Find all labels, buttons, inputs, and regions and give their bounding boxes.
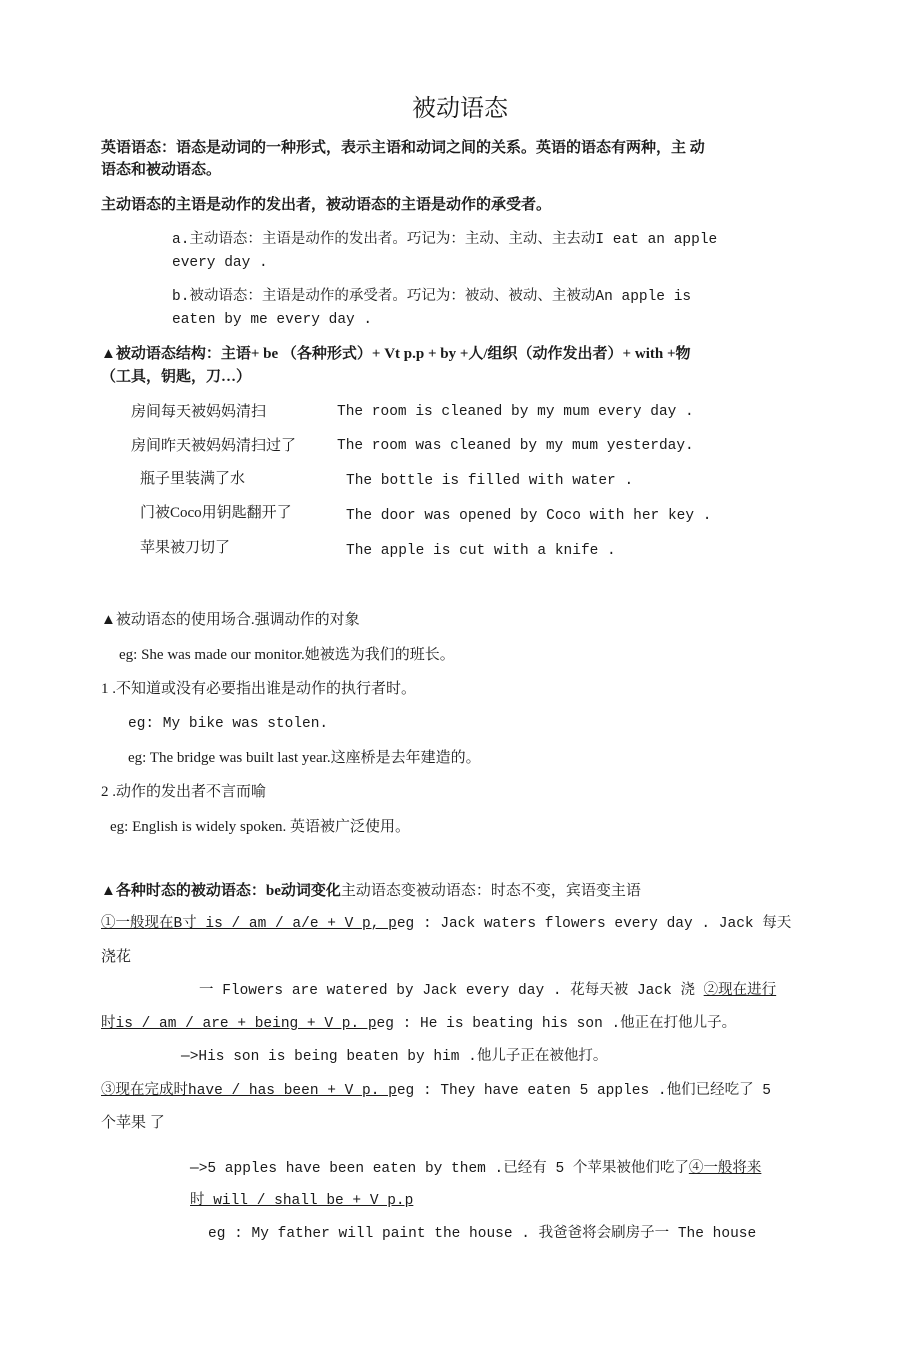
usage-example-3: eg: The bridge was built last year.这座桥是去年建造的。 <box>128 750 481 766</box>
usage-example-1: eg: She was made our monitor.她被选为我们的班长。 <box>119 647 455 663</box>
tense-future-simple-formula: 时 will / shall be + V p.p <box>190 1193 414 1209</box>
active-voice-line-1: a.主动语态：主语是动作的发出者。巧记为：主动、主动、主去动I eat an apple <box>172 232 718 248</box>
tense-present-continuous-label: ②现在进行 <box>703 983 777 999</box>
structure-line-1: ▲被动语态结构：主语+ be （各种形式）+ Vt p.p + by +人/组织（动作发出者）+ with +物 <box>101 346 691 362</box>
usage-point-2: 2 .动作的发出者不言而喻 <box>101 784 267 800</box>
example-zh: 苹果被刀切了 <box>140 540 231 556</box>
example-zh: 房间昨天被妈妈清扫过了 <box>131 438 297 454</box>
tense-future-simple-example: eg : My father will paint the house . 我爸爸将会刷房子一 The house <box>208 1226 757 1242</box>
tense-present-continuous-example: eg : He is beating his son .他正在打他儿子。 <box>376 1016 737 1032</box>
tense-present-continuous-formula: 时is / am / are + being + V p. p <box>101 1016 377 1032</box>
example-en: The apple is cut with a knife . <box>346 543 616 559</box>
tense-present-continuous-result: —>His son is being beaten by him .他儿子正在被他打。 <box>181 1049 608 1065</box>
passive-voice-line-1: b.被动语态：主语是动作的承受者。巧记为：被动、被动、主被动An apple is <box>172 289 692 305</box>
tense-present-simple-example: eg : Jack waters flowers every day . Jack 每天 <box>396 916 792 932</box>
tense-present-simple-line-2: 浇花 <box>101 949 132 965</box>
tense-present-perfect-result-text: —>5 apples have been eaten by them .已经有 5 个苹果被他们吃了 <box>190 1161 689 1177</box>
example-en: The room is cleaned by my mum every day . <box>337 404 694 420</box>
usage-heading: ▲被动语态的使用场合.强调动作的对象 <box>101 612 360 628</box>
page-title: 被动语态 <box>412 96 508 122</box>
tense-present-simple-result <box>199 981 776 1001</box>
tenses-heading <box>101 881 641 901</box>
intro-line-3: 主动语态的主语是动作的发出者，被动语态的主语是动作的承受者。 <box>101 197 552 213</box>
usage-point-1: 1 .不知道或没有必要指出谁是动作的执行者时。 <box>101 681 417 697</box>
tense-present-perfect <box>101 1081 771 1101</box>
tense-present-simple-formula: ①一般现在B寸 is / am / a/e + V p, p <box>101 916 397 932</box>
example-zh: 房间每天被妈妈清扫 <box>131 404 267 420</box>
tense-present-perfect-example: eg : They have eaten 5 apples .他们已经吃了 5 <box>396 1083 771 1099</box>
tenses-heading-rest: 主动语态变被动语态：时态不变，宾语变主语 <box>340 883 641 899</box>
example-zh: 瓶子里装满了水 <box>140 471 246 487</box>
tense-future-simple-label: ④一般将来 <box>688 1161 762 1177</box>
tense-present-perfect-formula: ③现在完成时have / has been + V p. p <box>101 1083 397 1099</box>
tense-present-simple <box>101 914 791 934</box>
example-en: The room was cleaned by my mum yesterday. <box>337 438 694 454</box>
tense-present-perfect-line-2: 个苹果 了 <box>101 1115 165 1131</box>
tense-present-continuous <box>101 1014 736 1034</box>
passive-voice-line-2: eaten by me every day . <box>172 312 373 328</box>
tense-present-simple-result-text: 一 Flowers are watered by Jack every day . 花每天被 Jack 浇 <box>199 983 704 999</box>
usage-example-4: eg: English is widely spoken. 英语被广泛使用。 <box>110 819 410 835</box>
intro-line-2: 语态和被动语态。 <box>101 162 222 178</box>
usage-example-2: eg: My bike was stolen. <box>128 716 329 732</box>
example-zh: 门被Coco用钥匙翻开了 <box>140 505 292 521</box>
example-en: The bottle is filled with water . <box>346 473 634 489</box>
structure-line-2: （工具，钥匙，刀…） <box>101 369 252 385</box>
active-voice-line-2: every day . <box>172 255 268 271</box>
tense-present-perfect-result <box>190 1159 761 1179</box>
tense-future-simple-formula-line <box>190 1191 413 1211</box>
example-en: The door was opened by Coco with her key . <box>346 508 712 524</box>
tenses-heading-bold: ▲各种时态的被动语态：be动词变化 <box>101 883 341 899</box>
intro-line-1: 英语语态：语态是动词的一种形式，表示主语和动词之间的关系。英语的语态有两种，主 动 <box>101 140 705 156</box>
